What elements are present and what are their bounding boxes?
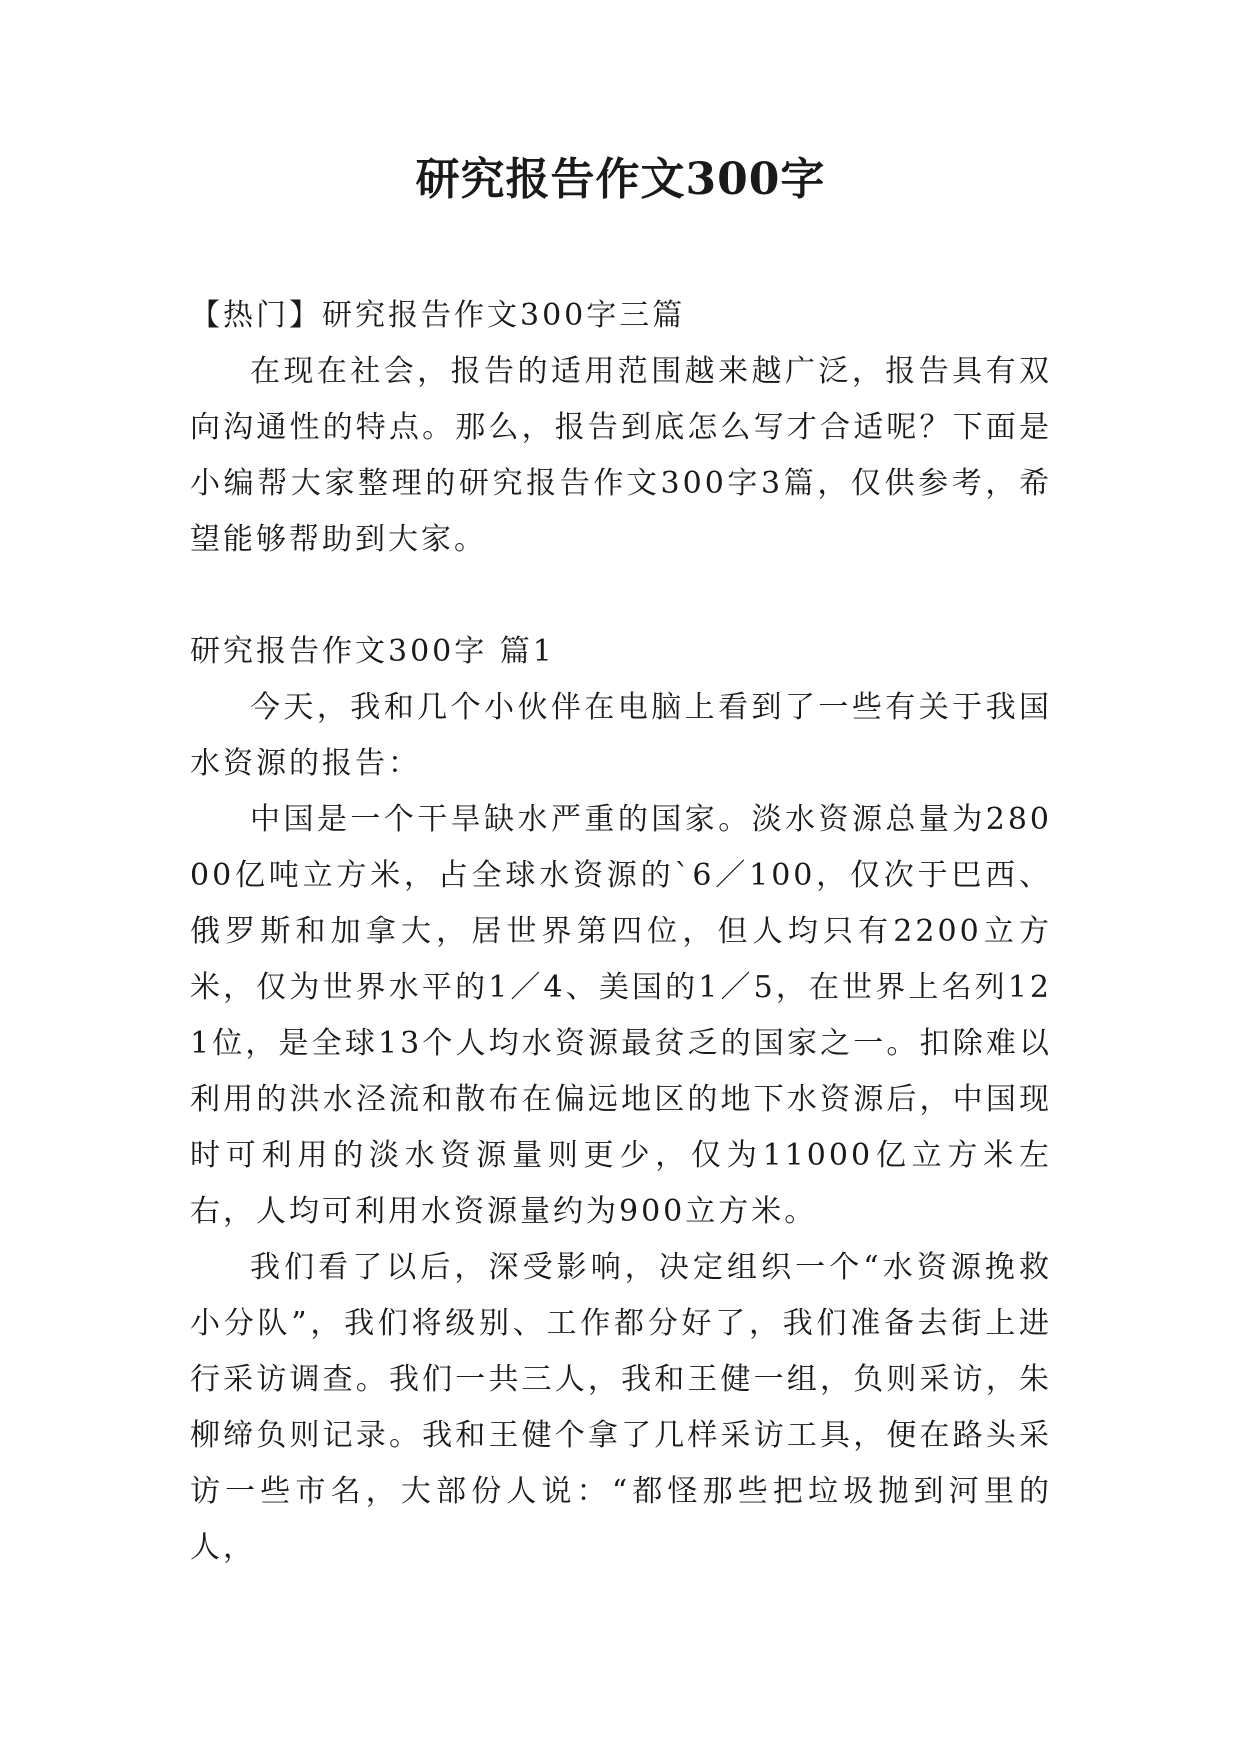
section-heading-1: 研究报告作文300字 篇1: [190, 634, 555, 669]
intro-paragraph: 在现在社会，报告的适用范围越来越广泛，报告具有双向沟通性的特点。那么，报告到底怎么写才合适呢？下面是小编帮大家整理的研究报告作文300字3篇，仅供参考，希望能够帮助到大家。: [190, 354, 1052, 557]
body-paragraph-3: 我们看了以后，深受影响，决定组织一个“水资源挽救小分队”，我们将级别、工作都分好了，我们准备去街上进行采访调查。我们一共三人，我和王健一组，负则采访，朱柳缔负则记录。我和王健个拿了几样采访工具，便在路头采访一些市名，大部份人说：“都怪那些把垃圾抛到河里的人，: [190, 1250, 1052, 1565]
intro-heading: 【热门】研究报告作文300字三篇: [190, 298, 686, 333]
document-title: 研究报告作文300字: [415, 154, 826, 205]
body-paragraph-1: 今天，我和几个小伙伴在电脑上看到了一些有关于我国水资源的报告：: [190, 690, 1052, 781]
body-paragraph-2: 中国是一个干旱缺水严重的国家。淡水资源总量为28000亿吨立方米，占全球水资源的`6／100，仅次于巴西、俄罗斯和加拿大，居世界第四位，但人均只有2200立方米，仅为世界水平的1／4、美国的1／5，在世界上名列121位，是全球13个人均水资源最贫乏的国家之一。扣除难以利用的洪水泾流和散布在偏远地区的地下水资源后，中国现时可利用的淡水资源量则更少，仅为11000亿立方米左右，人均可利用水资源量约为900立方米。: [190, 802, 1052, 1229]
document-body: [190, 288, 1052, 1576]
